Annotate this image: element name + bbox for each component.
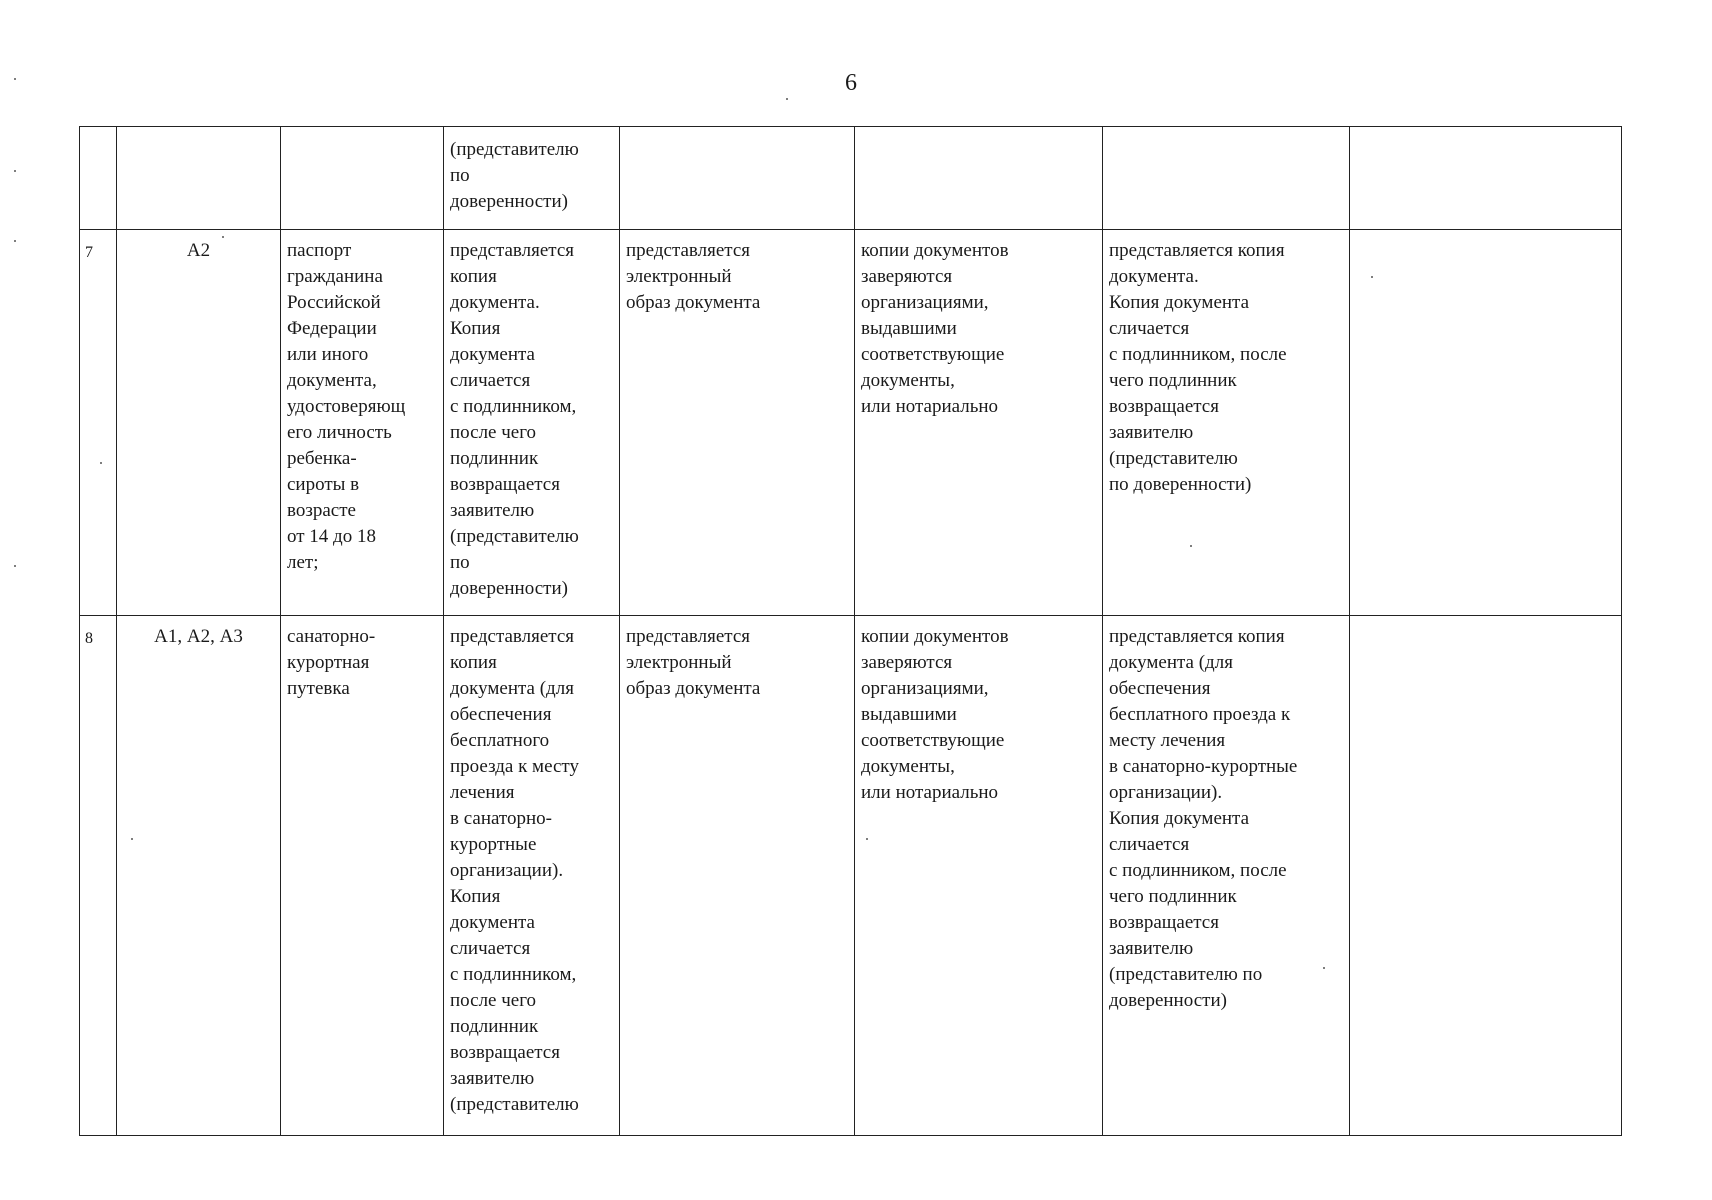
certification-cell: копии документов заверяются организациями, выдавшими соответствующие документы, или нотариально [855,616,1103,1136]
document-name-cell [281,127,444,230]
scan-speck [14,78,16,80]
scan-speck [786,98,788,100]
applicant-category-cell: А1, А2, А3 [117,616,281,1136]
mfc-submission-cell [1103,127,1350,230]
document-name-cell: санаторно- курортная путевка [281,616,444,1136]
table-row [80,616,1622,1136]
table-row [80,230,1622,616]
paper-submission-cell: представляется копия документа (для обеспечения бесплатного проезда к месту лечения в санаторно- курортные организации). Копия документа сличается с подлинником, после чего подлинник возвращается заявителю (представителю [444,616,620,1136]
scan-speck [222,236,224,238]
scan-speck [866,838,868,840]
document-name-cell: паспорт гражданина Российской Федерации или иного документа, удостоверяющ его личность ребенка- сироты в возрасте от 14 до 18 лет; [281,230,444,616]
scan-speck [1190,545,1192,547]
applicant-category-cell [117,127,281,230]
applicant-category-cell: А2 [117,230,281,616]
scan-speck [1371,276,1373,278]
row-number-cell: 7 [80,230,117,616]
electronic-submission-cell: представляется электронный образ документа [620,230,855,616]
electronic-submission-cell: представляется электронный образ документа [620,616,855,1136]
row-number-cell [80,127,117,230]
scan-speck [100,462,102,464]
documents-table [79,126,1622,1136]
extra-cell [1350,230,1622,616]
electronic-submission-cell [620,127,855,230]
scan-speck [1323,967,1325,969]
table-row [80,127,1622,230]
page-number: 6 [845,70,857,96]
paper-submission-cell: представляется копия документа. Копия документа сличается с подлинником, после чего подлинник возвращается заявителю (представителю по доверенности) [444,230,620,616]
mfc-submission-cell: представляется копия документа (для обеспечения бесплатного проезда к месту лечения в санаторно-курортные организации). Копия документа сличается с подлинником, после чего подлинник возвращается заявителю (представителю по доверенности) [1103,616,1350,1136]
scan-speck [14,170,16,172]
extra-cell [1350,616,1622,1136]
certification-cell: копии документов заверяются организациями, выдавшими соответствующие документы, или нотариально [855,230,1103,616]
extra-cell [1350,127,1622,230]
paper-submission-cell: (представителю по доверенности) [444,127,620,230]
scan-speck [131,838,133,840]
row-number-cell: 8 [80,616,117,1136]
mfc-submission-cell: представляется копия документа. Копия документа сличается с подлинником, после чего подлинник возвращается заявителю (представителю по доверенности) [1103,230,1350,616]
scan-speck [14,240,16,242]
scan-speck [14,565,16,567]
certification-cell [855,127,1103,230]
